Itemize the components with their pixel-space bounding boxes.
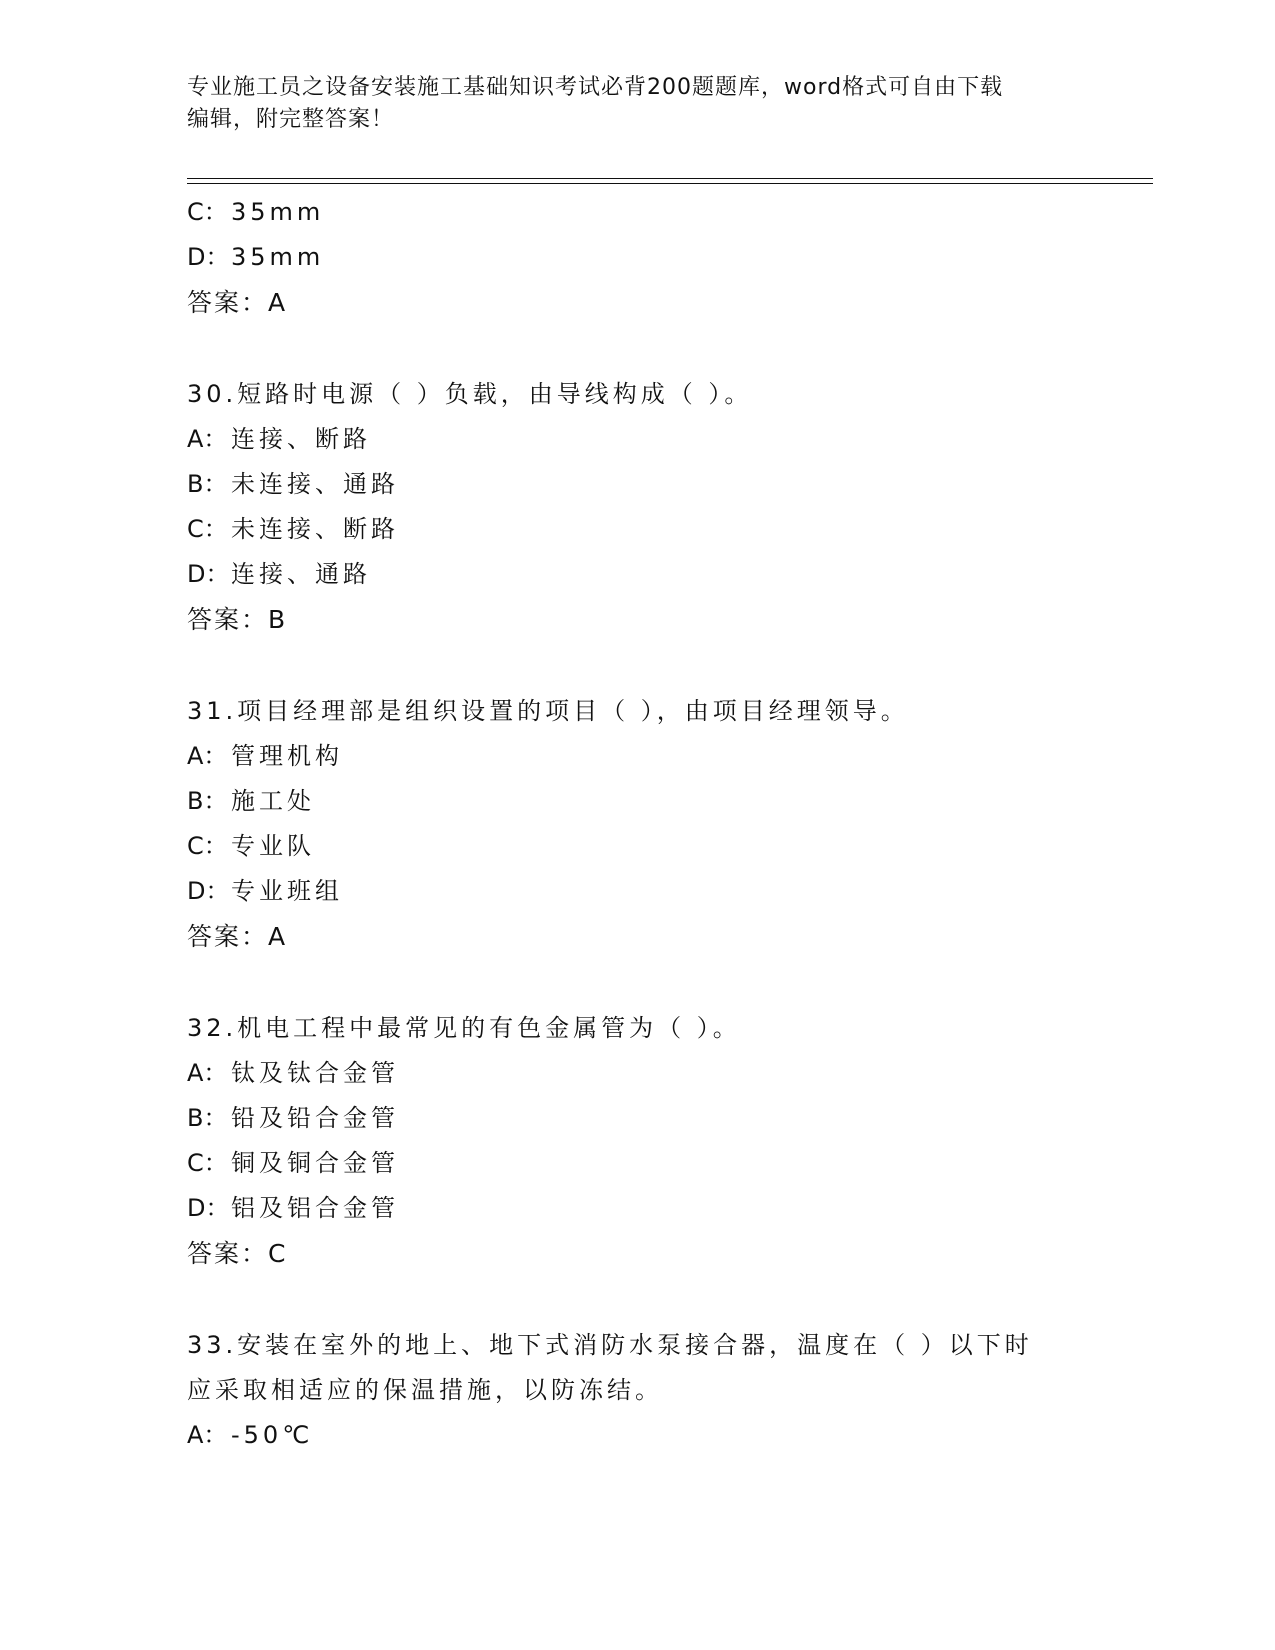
option-text: 铅及铅合金管 xyxy=(231,1104,399,1132)
option-text: 施工处 xyxy=(231,787,315,815)
question-stem: 31.项目经理部是组织设置的项目（ ），由项目经理领导。 xyxy=(187,697,909,725)
spacer xyxy=(187,1276,1087,1323)
option-label: C： xyxy=(187,1149,228,1177)
option-c xyxy=(187,190,1087,235)
option-text: 未连接、断路 xyxy=(231,515,399,543)
option-text: 专业班组 xyxy=(231,877,343,905)
option-c xyxy=(187,824,1087,869)
option-label: D： xyxy=(187,243,230,271)
option-c xyxy=(187,1141,1087,1186)
option-text: 铝及铝合金管 xyxy=(231,1194,399,1222)
question-stem: 30.短路时电源（ ）负载，由导线构成（ ）。 xyxy=(187,380,753,408)
spacer xyxy=(187,642,1087,689)
option-d xyxy=(187,1186,1087,1231)
question-stem-line-1: 33.安装在室外的地上、地下式消防水泵接合器，温度在（ ）以下时 xyxy=(187,1331,1033,1359)
option-text: 钛及钛合金管 xyxy=(231,1059,399,1087)
question-32 xyxy=(187,1006,1087,1276)
spacer xyxy=(187,325,1087,372)
option-label: B： xyxy=(187,787,228,815)
question-33 xyxy=(187,1323,1087,1458)
option-label: B： xyxy=(187,470,228,498)
option-a xyxy=(187,734,1087,779)
option-text: 连接、通路 xyxy=(231,560,371,588)
option-d xyxy=(187,235,1087,280)
answer-line: 答案：A xyxy=(187,288,288,317)
option-label: C： xyxy=(187,515,228,543)
question-stem-line-2: 应采取相适应的保温措施，以防冻结。 xyxy=(187,1376,663,1404)
option-text: 铜及铜合金管 xyxy=(231,1149,399,1177)
option-a xyxy=(187,1051,1087,1096)
option-text: 专业队 xyxy=(231,832,315,860)
option-d xyxy=(187,552,1087,597)
option-label: A： xyxy=(187,1059,228,1087)
answer-line: 答案：B xyxy=(187,605,288,634)
option-label: C： xyxy=(187,832,228,860)
option-label: C： xyxy=(187,198,228,226)
answer-line: 答案：A xyxy=(187,922,288,951)
option-text: 未连接、通路 xyxy=(231,470,399,498)
question-31 xyxy=(187,689,1087,959)
answer-line: 答案：C xyxy=(187,1239,288,1268)
question-list xyxy=(187,190,1087,1458)
option-b xyxy=(187,1096,1087,1141)
previous-question-tail xyxy=(187,190,1087,325)
option-label: A： xyxy=(187,1421,228,1449)
option-text: -50℃ xyxy=(231,1421,314,1449)
option-b xyxy=(187,779,1087,824)
option-c xyxy=(187,507,1087,552)
option-text: 管理机构 xyxy=(231,742,343,770)
question-stem: 32.机电工程中最常见的有色金属管为（ ）。 xyxy=(187,1014,741,1042)
option-text: 35mm xyxy=(231,198,325,226)
option-text: 连接、断路 xyxy=(231,425,371,453)
option-d xyxy=(187,869,1087,914)
spacer xyxy=(187,959,1087,1006)
option-label: A： xyxy=(187,425,228,453)
option-label: A： xyxy=(187,742,228,770)
option-b xyxy=(187,462,1087,507)
header-rule-top xyxy=(187,178,1153,179)
option-label: D： xyxy=(187,560,230,588)
option-label: D： xyxy=(187,1194,230,1222)
option-label: B： xyxy=(187,1104,228,1132)
option-a xyxy=(187,1413,1087,1458)
option-label: D： xyxy=(187,877,230,905)
header-line-2: 编辑，附完整答案！ xyxy=(187,107,395,132)
option-a xyxy=(187,417,1087,462)
document-header xyxy=(187,72,1087,136)
header-line-1: 专业施工员之设备安装施工基础知识考试必背200题题库，word格式可自由下载 xyxy=(187,75,1004,100)
header-rule-bottom xyxy=(187,183,1153,184)
option-text: 35mm xyxy=(231,243,325,271)
question-30 xyxy=(187,372,1087,642)
